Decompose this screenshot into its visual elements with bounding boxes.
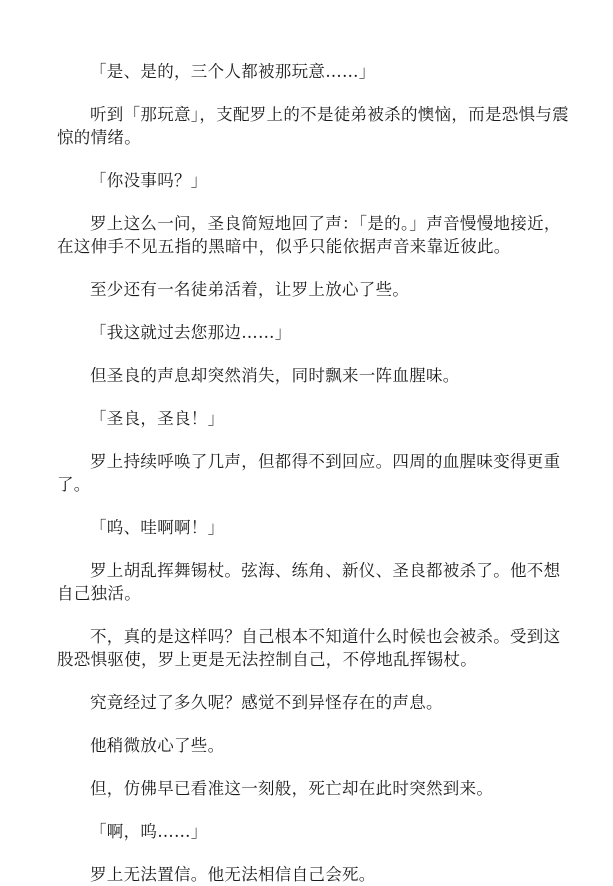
paragraph-14: 他稍微放心了些。 <box>90 736 225 755</box>
paragraph-7: 但圣良的声息却突然消失，同时飘来一阵血腥味。 <box>90 366 460 385</box>
paragraph-5: 至少还有一名徒弟活着，让罗上放心了些。 <box>90 280 410 299</box>
paragraph-9: 罗上持续呼唤了几声，但都得不到回应。四周的血腥味变得更重了。 <box>57 452 561 494</box>
paragraph-12: 不，真的是这样吗？自己根本不知道什么时候也会被杀。受到这股恐惧驱使，罗上更是无法控制自己，不停地乱挥锡杖。 <box>57 627 561 669</box>
paragraph-4: 罗上这么一问，圣良简短地回了声：「是的。」声音慢慢地接近，在这伸手不见五指的黑暗中，似乎只能依据声音来靠近彼此。 <box>57 214 561 256</box>
paragraph-11: 罗上胡乱挥舞锡杖。弦海、练角、新仪、圣良都被杀了。他不想自己独活。 <box>57 561 561 603</box>
paragraph-16: 「啊，呜……」 <box>90 822 208 841</box>
paragraph-10: 「呜、哇啊啊！」 <box>90 518 225 537</box>
paragraph-1: 「是、是的，三个人都被那玩意……」 <box>90 62 376 81</box>
paragraph-15: 但，仿佛早已看准这一刻般，死亡却在此时突然到来。 <box>90 779 494 798</box>
paragraph-6: 「我这就过去您那边……」 <box>90 323 292 342</box>
paragraph-8: 「圣良，圣良！」 <box>90 409 225 428</box>
paragraph-17: 罗上无法置信。他无法相信自己会死。 <box>90 865 376 884</box>
paragraph-2: 听到「那玩意」，支配罗上的不是徒弟被杀的懊恼，而是恐惧与震惊的情绪。 <box>57 105 569 147</box>
paragraph-13: 究竟经过了多久呢？感觉不到异怪存在的声息。 <box>90 693 443 712</box>
paragraph-3: 「你没事吗？」 <box>90 171 208 190</box>
